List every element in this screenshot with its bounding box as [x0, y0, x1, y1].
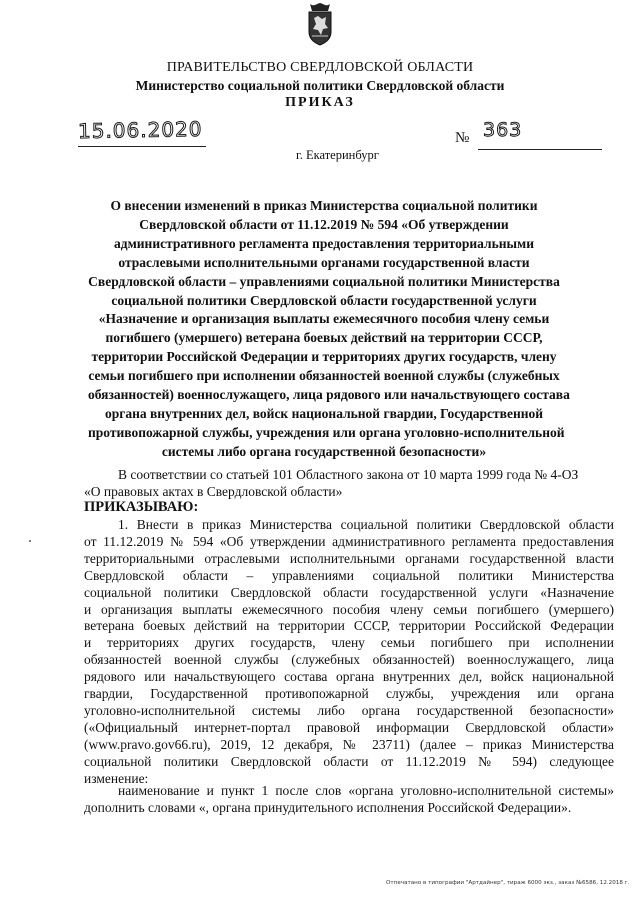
item-line: («Официальный интернет-портал правовой информации Свердловской области» [84, 719, 614, 735]
item-line: уголовно-исполнительной системы либо органа государственной безопасности» [84, 702, 614, 718]
document-type: ПРИКАЗ [285, 95, 355, 110]
heading-line: территории Российской Федерации и территориях других государств, члену [91, 349, 557, 365]
heading-line: социальной политики Свердловской области государственной услуги [111, 292, 537, 308]
item-line: (www.pravo.gov66.ru), 2019, 12 декабря, № 23711) (далее – приказ Министерства [84, 736, 614, 752]
number-underline [478, 149, 602, 150]
print-footer: Отпечатано в типографии "Артдайнер", тираж 6000 экз., заказ №6586, 12.2018 г. [386, 880, 630, 886]
item-line: обязанностей военной службы (служебных обязанностей) военнослужащего, лица [84, 652, 614, 668]
handwritten-date [77, 116, 203, 146]
preamble-line: «О правовых актах в Свердловской области» [84, 483, 343, 499]
item-line: изменение: [84, 770, 149, 786]
date-underline [78, 146, 206, 147]
item-line: и территориях других государств, члену семьи погибшего при исполнении [84, 635, 614, 651]
item-line: от 11.12.2019 № 594 «Об утверждении административного регламента предоставления [84, 533, 614, 549]
item-line: социальной политики Свердловской области государственной услуги «Назначение [84, 584, 614, 600]
amendment [84, 783, 614, 817]
preamble-line: В соответствии со статьей 101 Областного закона от 10 марта 1999 года № 4-ОЗ [118, 467, 579, 482]
ministry-name: Министерство социальной политики Свердловской области [135, 78, 505, 93]
item-line: 1. Внести в приказ Министерства социальной политики Свердловской области [118, 517, 614, 532]
handwritten-number: 363 [483, 119, 523, 141]
item-line: и организация выплаты ежемесячного пособия члену семьи погибшего (умершего) [84, 601, 614, 617]
heading-line: органа внутренних дел, войск национальной гвардии, Государственной [104, 405, 544, 421]
item-line: территориальными отраслевыми исполнительными органами государственной власти [84, 550, 614, 566]
heading-line: обязанностей) военнослужащего, лица рядового или начальствующего состава [88, 387, 570, 403]
item-line: ветерана боевых действий на территории СССР, территории Российской Федерации [84, 618, 614, 634]
heading-line: погибшего (умершего) ветерана боевых действий на территории СССР, [105, 330, 543, 346]
heading-line: системы либо органа государственной безопасности» [161, 443, 487, 459]
amendment-line: дополнить словами «, органа принудительного исполнения Российской Федерации». [84, 799, 572, 815]
order-word: ПРИКАЗЫВАЮ: [84, 499, 199, 515]
order-heading [88, 197, 570, 462]
number-sign: № [455, 130, 470, 146]
item-line: рядового или начальствующего состава органа внутренних дел, войск национальной [84, 669, 614, 685]
item-line: гвардии, Государственной противопожарной службы, учреждения или органа [84, 686, 614, 702]
item-1 [84, 517, 614, 788]
heading-line: Свердловской области – управлениями социальной политики Министерства [88, 273, 560, 289]
heading-line: противопожарной службы, учреждения или органа уголовно-исполнительной [88, 424, 565, 440]
heading-line: административного регламента предоставления территориальными [113, 235, 535, 251]
heading-line: О внесении изменений в приказ Министерства социальной политики [110, 198, 538, 213]
heading-line: семьи погибшего при исполнении обязанностей военной службы (служебных [88, 368, 560, 384]
margin-mark [29, 540, 31, 542]
preamble [84, 467, 614, 501]
coat-of-arms-icon [306, 2, 334, 46]
heading-line: отраслевыми исполнительными органами государственной власти [118, 254, 530, 270]
item-line: Свердловской области – управлениями социальной политики Министерства [84, 567, 614, 583]
amendment-line: наименование и пункт 1 после слов «органа уголовно-исполнительной системы» [118, 783, 614, 798]
heading-line: «Назначение и организация выплаты ежемесячного пособия члену семьи [98, 311, 550, 327]
heading-line: Свердловской области от 11.12.2019 № 594 «Об утверждении [139, 216, 509, 232]
item-line: социальной политики Свердловской области от 11.12.2019 № 594) следующее [84, 753, 614, 769]
city: г. Екатеринбург [296, 148, 379, 162]
government-name: ПРАВИТЕЛЬСТВО СВЕРДЛОВСКОЙ ОБЛАСТИ [166, 60, 474, 75]
date-value: 15.06.2020 [77, 116, 203, 144]
